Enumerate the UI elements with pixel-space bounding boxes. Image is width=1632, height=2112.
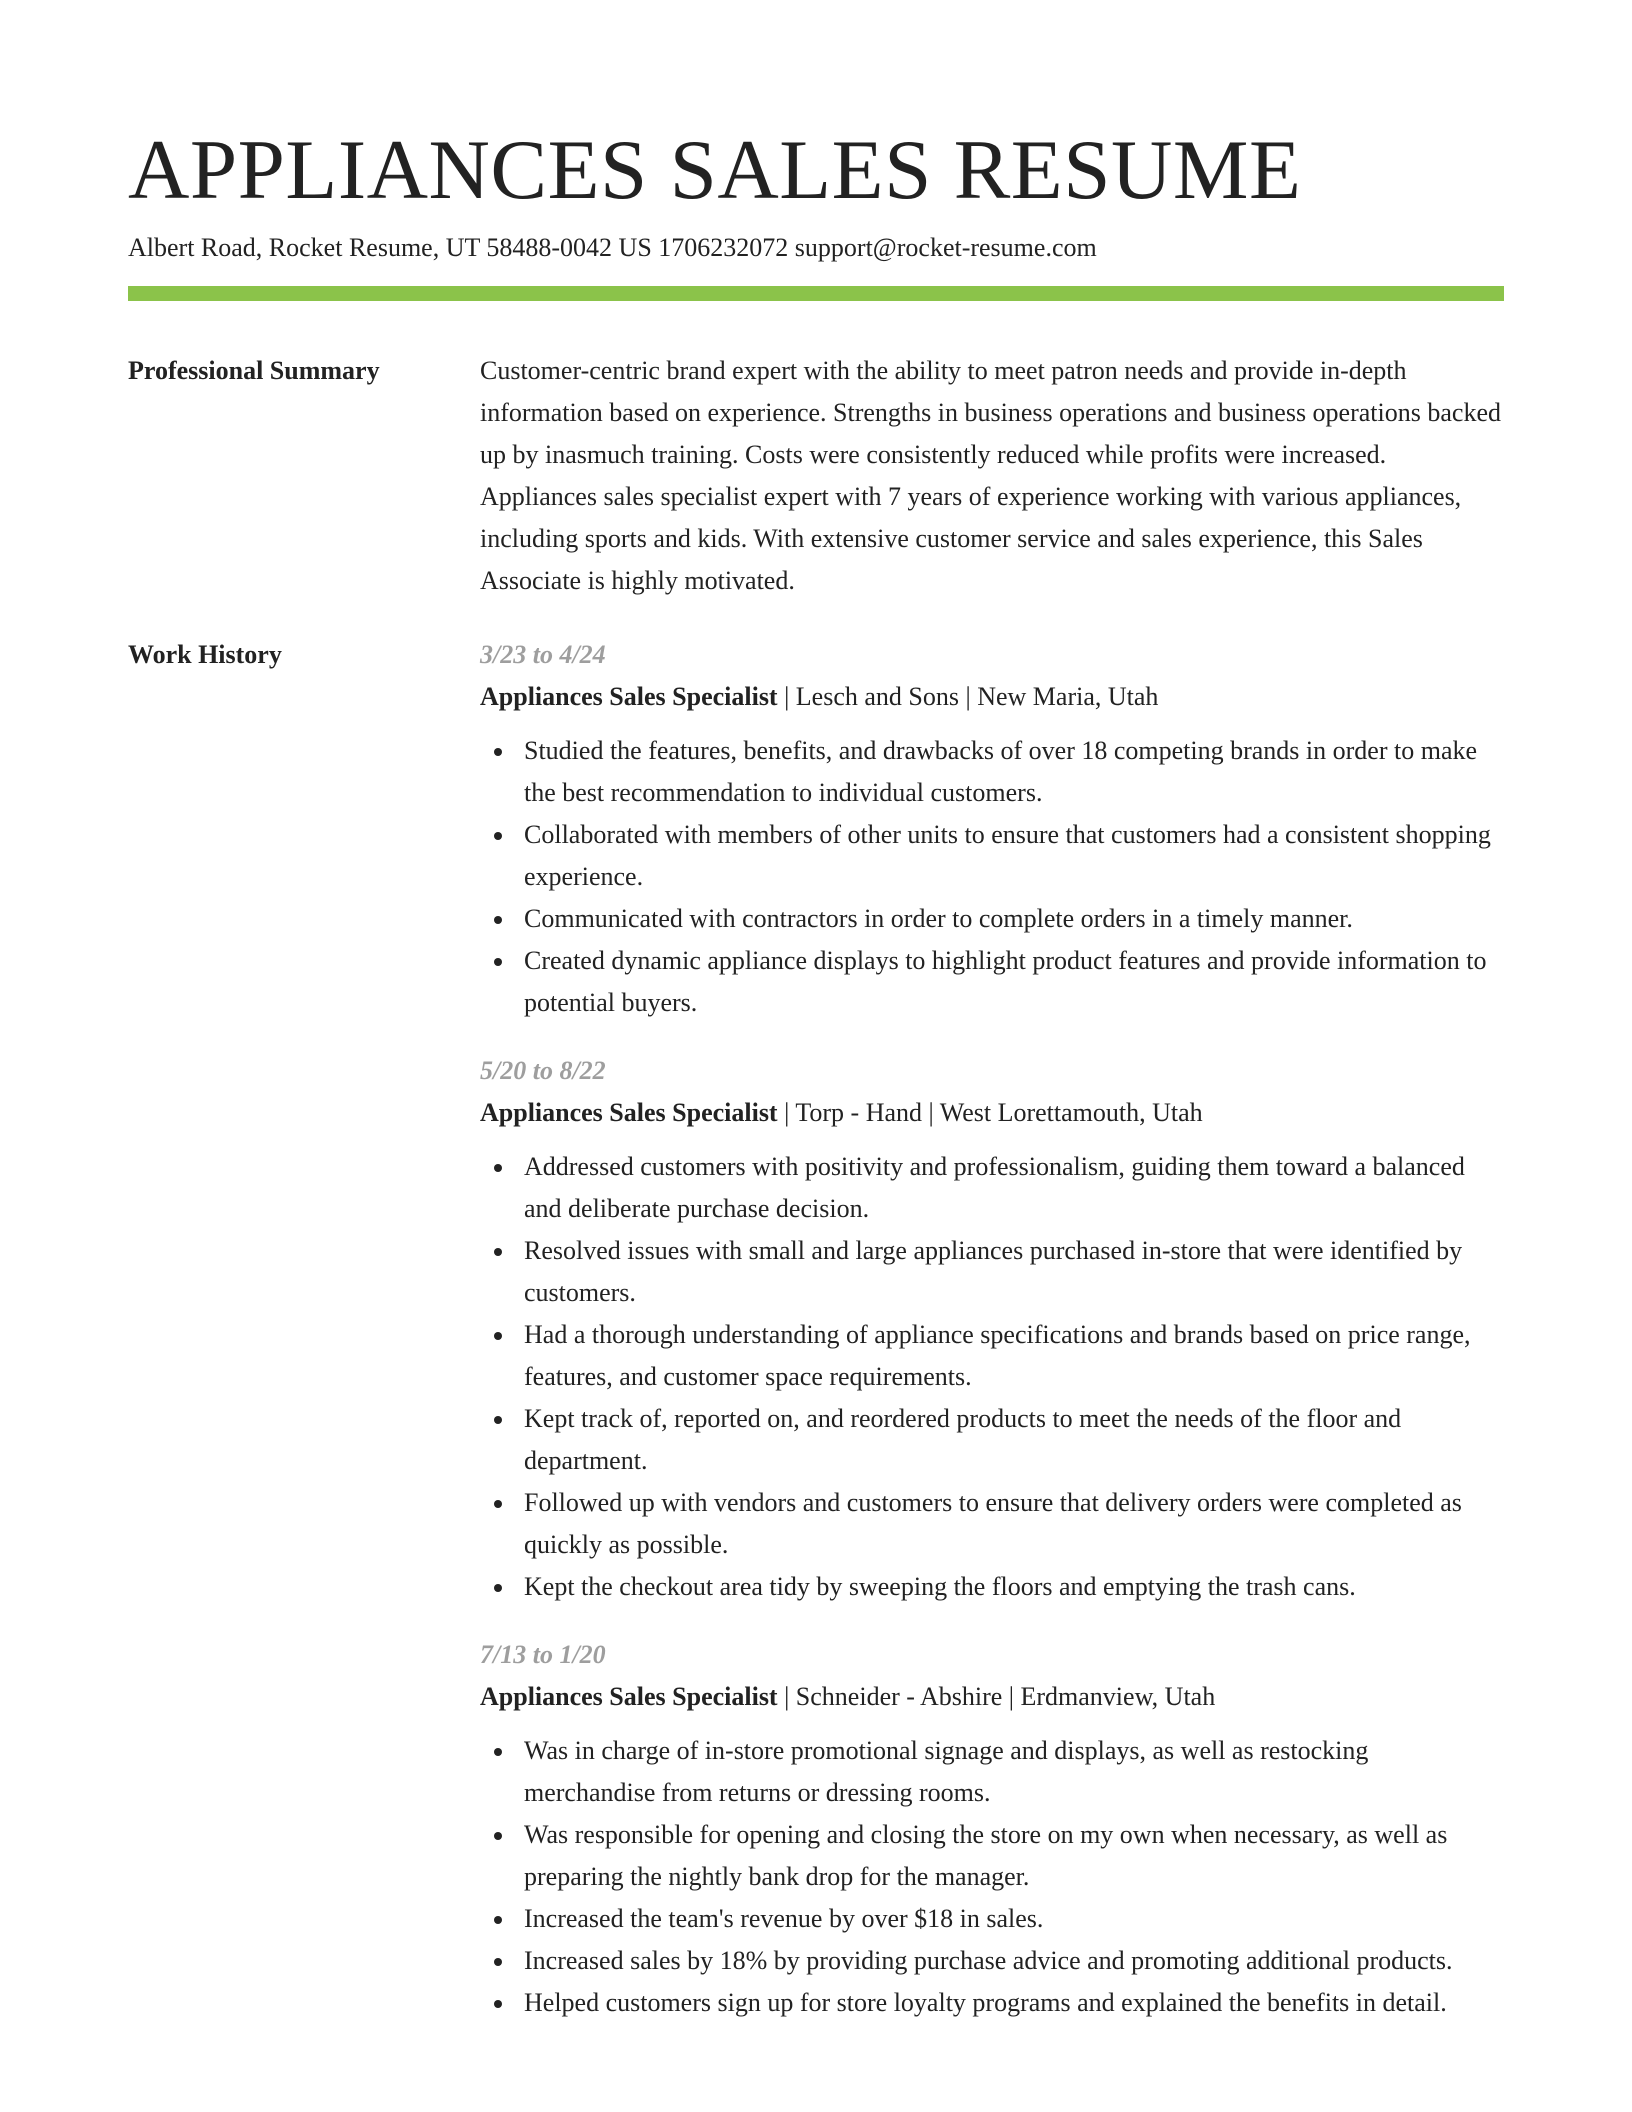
bullet-item: Was responsible for opening and closing the store on my own when necessary, as well as preparing the nightly bank drop for the manager. xyxy=(524,1814,1504,1898)
bullet-item: Had a thorough understanding of appliance specifications and brands based on price range, features, and customer space requirements. xyxy=(524,1314,1504,1398)
bullet-item: Helped customers sign up for store loyalty programs and explained the benefits in detail. xyxy=(524,1982,1504,2024)
job-header xyxy=(480,1092,1504,1134)
bullet-item: Addressed customers with positivity and professionalism, guiding them toward a balanced and deliberate purchase decision. xyxy=(524,1146,1504,1230)
work-history-body xyxy=(480,634,1504,2050)
bullet-item: Created dynamic appliance displays to highlight product features and provide information to potential buyers. xyxy=(524,940,1504,1024)
summary-body xyxy=(480,350,1504,602)
job-entry xyxy=(480,634,1504,1024)
bullet-item: Studied the features, benefits, and drawbacks of over 18 competing brands in order to make the best recommendation to individual customers. xyxy=(524,730,1504,814)
bullet-item: Was in charge of in-store promotional signage and displays, as well as restocking merchandise from returns or dressing rooms. xyxy=(524,1730,1504,1814)
resume-title: APPLIANCES SALES RESUME xyxy=(128,123,1302,217)
job-dates: 3/23 to 4/24 xyxy=(480,640,606,669)
bullet-item: Increased the team's revenue by over $18 in sales. xyxy=(524,1898,1504,1940)
bullet-item: Followed up with vendors and customers to ensure that delivery orders were completed as quickly as possible. xyxy=(524,1482,1504,1566)
job-details: | Lesch and Sons | New Maria, Utah xyxy=(777,682,1159,711)
contact-info: Albert Road, Rocket Resume, UT 58488-0042 US 1706232072 support@rocket-resume.com xyxy=(128,233,1097,262)
job-bullets xyxy=(480,730,1504,1024)
bullet-item: Kept track of, reported on, and reordered products to meet the needs of the floor and department. xyxy=(524,1398,1504,1482)
section-label-work-history: Work History xyxy=(128,640,282,669)
job-details: | Schneider - Abshire | Erdmanview, Utah xyxy=(777,1682,1216,1711)
job-header xyxy=(480,676,1504,718)
job-details: | Torp - Hand | West Lorettamouth, Utah xyxy=(777,1098,1203,1127)
job-header xyxy=(480,1676,1504,1718)
job-entry xyxy=(480,1050,1504,1608)
summary-text: Customer-centric brand expert with the ability to meet patron needs and provide in-depth information based on experience. Strengths in business operations and business operations backed up by inasmuch training. Costs were consistently reduced while profits were increased. Appliances sales specialist expert with 7 years of experience working with various appliances, including sports and kids. With extensive customer service and sales experience, this Sales Associate is highly motivated. xyxy=(480,356,1501,595)
job-title: Appliances Sales Specialist xyxy=(480,682,778,711)
section-label-summary: Professional Summary xyxy=(128,356,380,385)
job-title: Appliances Sales Specialist xyxy=(480,1098,778,1127)
bullet-item: Kept the checkout area tidy by sweeping the floors and emptying the trash cans. xyxy=(524,1566,1504,1608)
job-dates: 7/13 to 1/20 xyxy=(480,1640,606,1669)
job-dates: 5/20 to 8/22 xyxy=(480,1056,606,1085)
bullet-item: Collaborated with members of other units to ensure that customers had a consistent shopping experience. xyxy=(524,814,1504,898)
job-bullets xyxy=(480,1146,1504,1608)
job-title: Appliances Sales Specialist xyxy=(480,1682,778,1711)
bullet-item: Resolved issues with small and large appliances purchased in-store that were identified by customers. xyxy=(524,1230,1504,1314)
job-entry xyxy=(480,1634,1504,2024)
bullet-item: Communicated with contractors in order to complete orders in a timely manner. xyxy=(524,898,1504,940)
job-bullets xyxy=(480,1730,1504,2024)
header-divider xyxy=(128,286,1504,301)
bullet-item: Increased sales by 18% by providing purchase advice and promoting additional products. xyxy=(524,1940,1504,1982)
